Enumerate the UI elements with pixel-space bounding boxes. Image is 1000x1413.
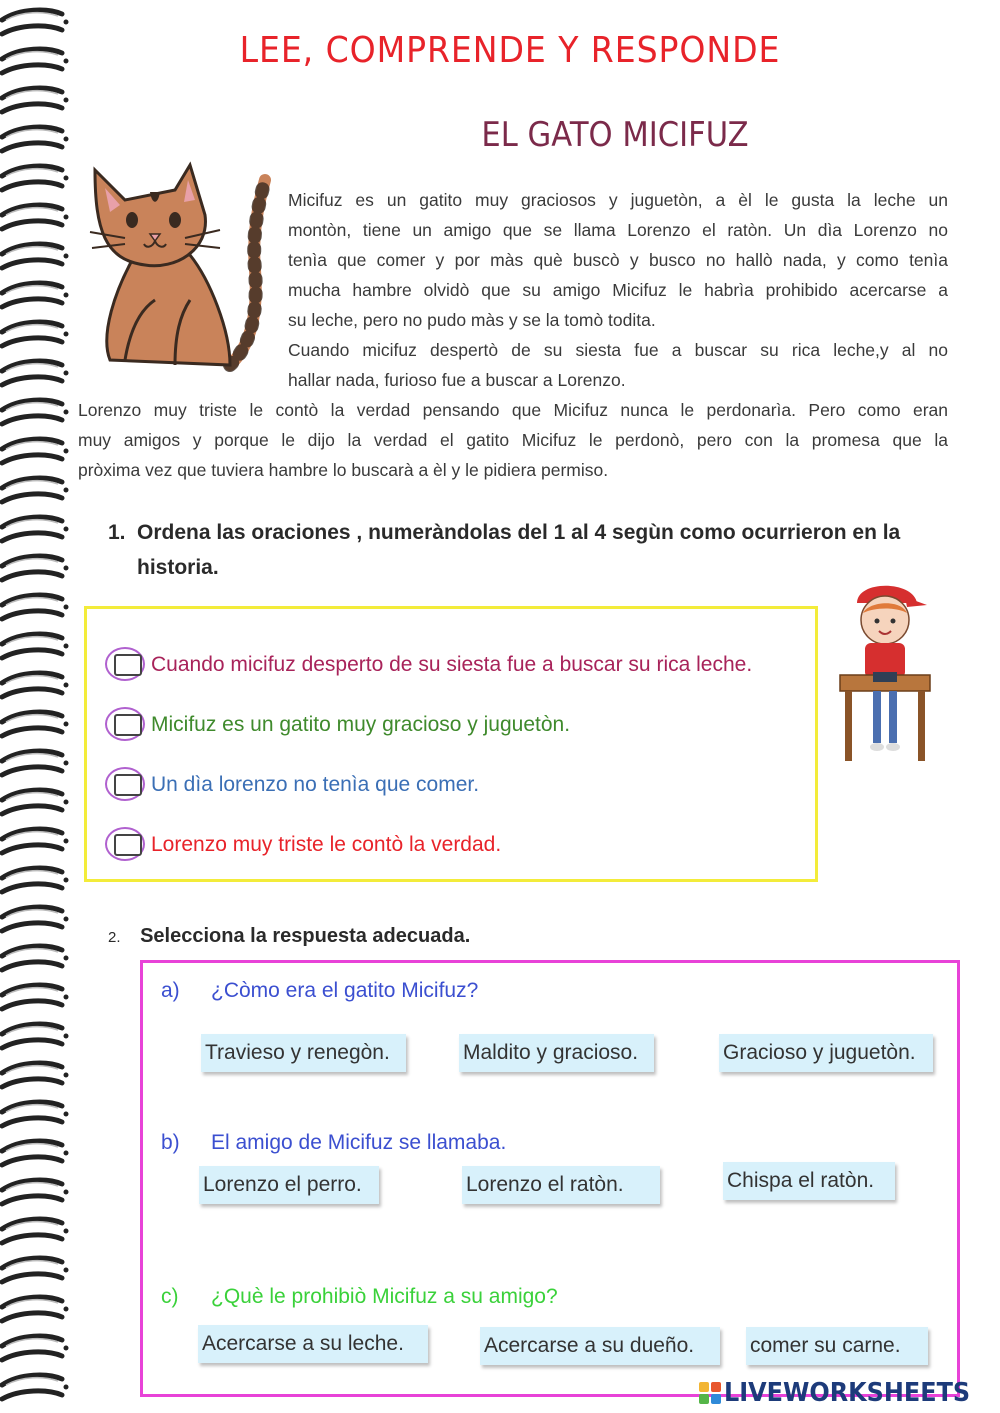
question-letter: b) <box>161 1131 180 1154</box>
liveworksheets-logo-text: LIVEWORKSHEETS <box>724 1378 971 1408</box>
question-2-text: Selecciona la respuesta adecuada. <box>140 925 471 947</box>
story-line: mucha hambre olvidò que su amigo Micifuz le habrìa prohibido acercarse a <box>288 280 948 300</box>
liveworksheets-logo <box>698 1377 992 1409</box>
question-1-text: Ordena las oraciones , numeràndolas del 1 al 4 segùn como ocurrieron en la historia. <box>137 521 901 579</box>
ordering-box <box>84 606 818 882</box>
order-item-text: Cuando micifuz desperto de su siesta fue a buscar su rica leche. <box>151 653 753 676</box>
story-title: EL GATO MICIFUZ <box>481 115 749 155</box>
story-line: tenìa que comer y por màs què buscò y busco no hallò nada, y como tenìa <box>288 250 948 270</box>
order-item <box>105 827 501 863</box>
question-1-number: 1. <box>108 521 126 544</box>
notebook-spiral-binding <box>0 0 75 1413</box>
question-text: El amigo de Micifuz se llamaba. <box>211 1131 507 1154</box>
question-b <box>161 1131 506 1155</box>
question-2-prompt <box>108 925 470 948</box>
story-line: muy amigos y porque le dijo la verdad el gatito Micifuz le perdonò, pero con la promesa que la <box>78 430 948 450</box>
student-illustration <box>835 575 935 765</box>
order-item <box>105 647 752 683</box>
order-item <box>105 767 479 803</box>
question-text: ¿Què le prohibiò Micifuz a su amigo? <box>211 1285 558 1308</box>
question-c <box>161 1285 558 1309</box>
liveworksheets-logo-icon <box>698 1381 722 1405</box>
number-entry-box[interactable] <box>105 767 147 803</box>
multiple-choice-box <box>140 960 960 1397</box>
story-line: Cuando micifuz despertò de su siesta fue a buscar su rica leche,y al no <box>288 340 948 360</box>
answer-option[interactable]: comer su carne. <box>746 1327 928 1365</box>
answer-option[interactable]: Maldito y gracioso. <box>459 1034 654 1072</box>
order-item <box>105 707 570 743</box>
story-line: Lorenzo muy triste le contò la verdad pensando que Micifuz nunca le perdonarìa. Pero como eran <box>78 400 948 420</box>
number-entry-box[interactable] <box>105 827 147 863</box>
order-item-text: Un dìa lorenzo no tenìa que comer. <box>151 773 480 796</box>
worksheet-title: LEE, COMPRENDE Y RESPONDE <box>239 30 781 71</box>
question-letter: a) <box>161 979 180 1002</box>
cat-illustration <box>80 160 280 375</box>
story-paragraph-right <box>288 185 948 395</box>
answer-option[interactable]: Lorenzo el perro. <box>199 1166 379 1204</box>
story-line: Micifuz es un gatito muy graciosos y juguetòn, a èl le gusta la leche un <box>288 190 948 210</box>
answer-option[interactable]: Travieso y renegòn. <box>201 1034 406 1072</box>
story-paragraph-full <box>78 395 948 485</box>
story-line: pròxima vez que tuviera hambre lo buscarà a èl y le pidiera permiso. <box>78 460 609 480</box>
question-text: ¿Còmo era el gatito Micifuz? <box>211 979 479 1002</box>
question-letter: c) <box>161 1285 179 1308</box>
number-entry-box[interactable] <box>105 707 147 743</box>
order-item-text: Lorenzo muy triste le contò la verdad. <box>151 833 502 856</box>
answer-option[interactable]: Acercarse a su dueño. <box>480 1327 720 1365</box>
story-line: montòn, tiene un amigo que se llama Lorenzo el ratòn. Un dìa Lorenzo no <box>288 220 948 240</box>
question-1-prompt <box>108 515 948 585</box>
order-item-text: Micifuz es un gatito muy gracioso y juguetòn. <box>151 713 571 736</box>
story-line: hallar nada, furioso fue a buscar a Lorenzo. <box>288 370 626 390</box>
answer-option[interactable]: Acercarse a su leche. <box>198 1325 428 1363</box>
question-2-number: 2. <box>108 929 121 946</box>
number-entry-box[interactable] <box>105 647 147 683</box>
answer-option[interactable]: Gracioso y juguetòn. <box>719 1034 933 1072</box>
answer-option[interactable]: Lorenzo el ratòn. <box>462 1166 660 1204</box>
answer-option[interactable]: Chispa el ratòn. <box>723 1162 895 1200</box>
question-a <box>161 979 478 1003</box>
story-line: su leche, pero no pudo màs y se la tomò todita. <box>288 310 656 330</box>
